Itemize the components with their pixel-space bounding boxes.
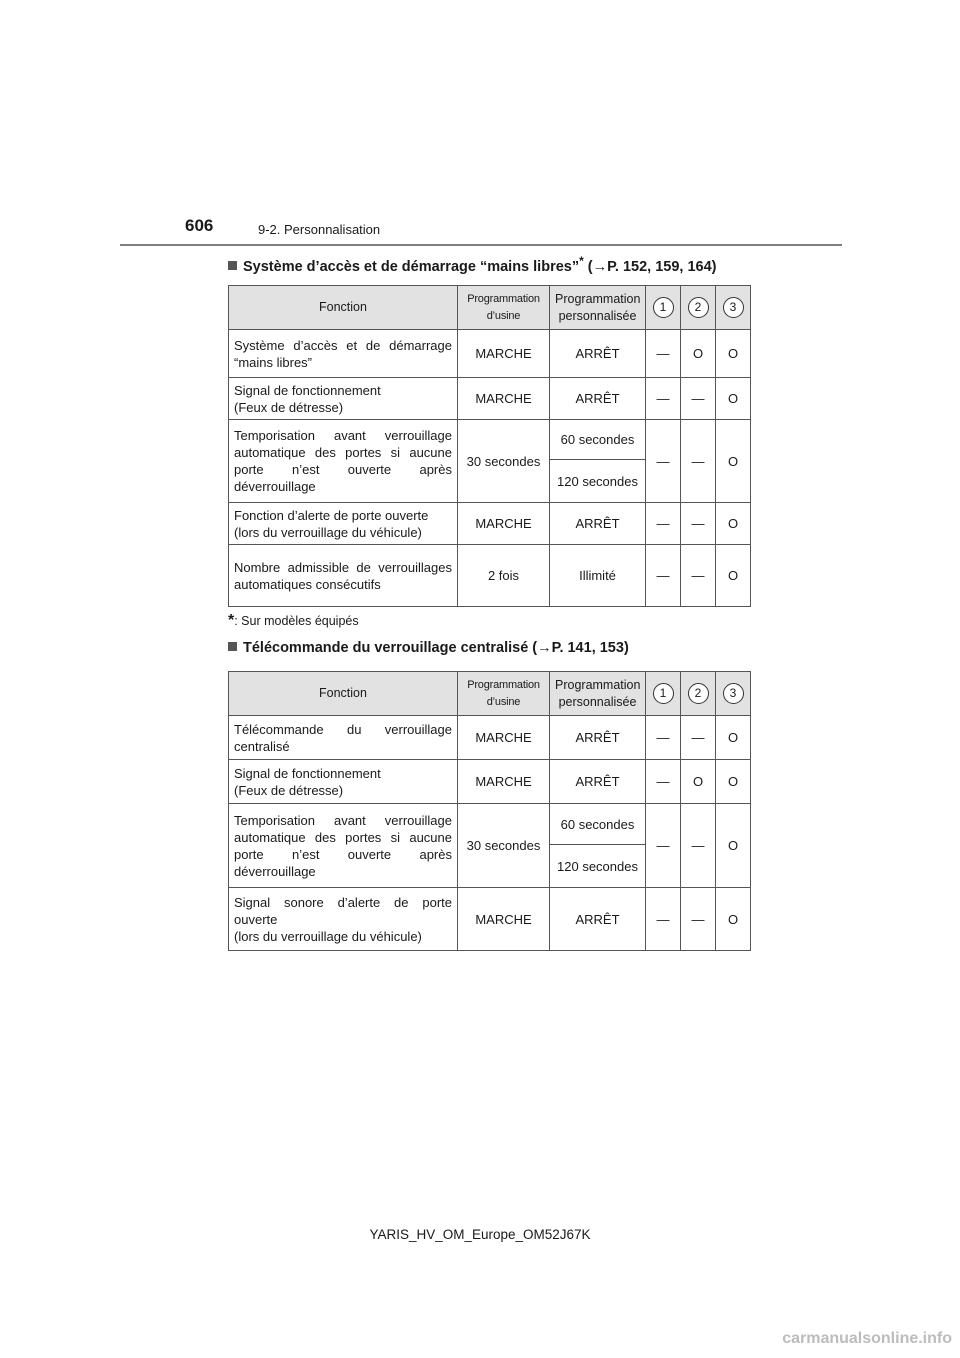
default-value-cell: 2 fois [458, 545, 550, 607]
table-header-row [229, 286, 751, 330]
custom-value-cell: ARRÊT [550, 716, 646, 760]
custom-value-cell: ARRÊT [550, 888, 646, 951]
method-3-cell: O [716, 420, 751, 503]
custom-value-cell: Illimité [550, 545, 646, 607]
method-1-cell: — [646, 888, 681, 951]
watermark: carmanualsonline.info [782, 1330, 952, 1347]
custom-value-alt-cell: 120 secondes [550, 460, 646, 503]
function-cell: Signal de fonctionnement (Feux de détresse) [229, 378, 458, 420]
custom-value-cell: ARRÊT [550, 760, 646, 804]
default-value-cell: MARCHE [458, 716, 550, 760]
method-2-cell: — [681, 545, 716, 607]
method-2-cell: — [681, 888, 716, 951]
square-bullet-icon [228, 261, 237, 270]
section-heading-mains-libres [228, 254, 717, 275]
default-value-cell: MARCHE [458, 378, 550, 420]
method-3-cell: O [716, 804, 751, 888]
table-row [229, 378, 751, 420]
section-label: 9-2. Personnalisation [258, 222, 381, 237]
table-row [229, 330, 751, 378]
method-2-cell: — [681, 503, 716, 545]
default-value-cell: 30 secondes [458, 804, 550, 888]
function-cell: Temporisation avant verrouillage automatique des portes si aucune porte n’est ouverte après déverrouillage [229, 804, 458, 888]
page-reference: (→P. 141, 153) [528, 640, 629, 656]
circled-number-1-icon: 1 [653, 683, 674, 704]
footnote [228, 612, 359, 630]
method-3-cell: O [716, 545, 751, 607]
method-1-cell: — [646, 503, 681, 545]
method-1-cell: — [646, 545, 681, 607]
table-row [229, 804, 751, 845]
col-header-usine: Programmation d’usine [458, 286, 550, 330]
default-value-cell: MARCHE [458, 760, 550, 804]
col-header-perso: Programmation personnalisée [550, 672, 646, 716]
method-3-cell: O [716, 378, 751, 420]
default-value-cell: MARCHE [458, 503, 550, 545]
default-value-cell: MARCHE [458, 888, 550, 951]
method-2-cell: O [681, 330, 716, 378]
col-header-perso: Programmation personnalisée [550, 286, 646, 330]
method-2-cell: — [681, 716, 716, 760]
page-reference: (→P. 152, 159, 164) [583, 258, 717, 275]
table-row [229, 716, 751, 760]
settings-table-mains-libres [228, 285, 751, 607]
col-header-method-2 [681, 286, 716, 330]
custom-value-cell: ARRÊT [550, 378, 646, 420]
method-3-cell: O [716, 716, 751, 760]
method-3-cell: O [716, 330, 751, 378]
table-row [229, 760, 751, 804]
table-row [229, 888, 751, 951]
circled-number-3-icon: 3 [723, 683, 744, 704]
col-header-method-2 [681, 672, 716, 716]
method-2-cell: — [681, 378, 716, 420]
footnote-marker: * [579, 254, 584, 268]
col-header-method-3 [716, 672, 751, 716]
circled-number-2-icon: 2 [688, 297, 709, 318]
method-1-cell: — [646, 760, 681, 804]
circled-number-2-icon: 2 [688, 683, 709, 704]
function-cell: Temporisation avant verrouillage automatique des portes si aucune porte n’est ouverte après déverrouillage [229, 420, 458, 503]
default-value-cell: 30 secondes [458, 420, 550, 503]
custom-value-cell: ARRÊT [550, 503, 646, 545]
function-cell: Télécommande du verrouillage centralisé [229, 716, 458, 760]
method-2-cell: — [681, 804, 716, 888]
col-header-method-1 [646, 286, 681, 330]
col-header-fonction: Fonction [229, 672, 458, 716]
settings-table-telecommande [228, 671, 751, 951]
function-cell: Système d’accès et de démarrage “mains libres” [229, 330, 458, 378]
section-title: Système d’accès et de démarrage “mains libres” [243, 258, 580, 275]
section-title: Télécommande du verrouillage centralisé [243, 640, 529, 656]
table-row [229, 503, 751, 545]
circled-number-3-icon: 3 [723, 297, 744, 318]
function-cell: Signal de fonctionnement (Feux de détresse) [229, 760, 458, 804]
circled-number-1-icon: 1 [653, 297, 674, 318]
table-header-row [229, 672, 751, 716]
table-row [229, 545, 751, 607]
footnote-star: * [228, 612, 235, 629]
custom-value-cell: 60 secondes [550, 420, 646, 460]
function-cell: Nombre admissible de verrouillages automatiques consécutifs [229, 545, 458, 607]
document-code: YARIS_HV_OM_Europe_OM52J67K [369, 1227, 591, 1242]
method-1-cell: — [646, 330, 681, 378]
custom-value-cell: 60 secondes [550, 804, 646, 845]
default-value-cell: MARCHE [458, 330, 550, 378]
function-cell: Fonction d’alerte de porte ouverte (lors du verrouillage du véhicule) [229, 503, 458, 545]
table-row [229, 420, 751, 460]
col-header-usine: Programmation d’usine [458, 672, 550, 716]
footnote-text: : Sur modèles équipés [234, 614, 359, 628]
method-1-cell: — [646, 716, 681, 760]
square-bullet-icon [228, 642, 237, 651]
header-rule [120, 244, 842, 246]
custom-value-alt-cell: 120 secondes [550, 845, 646, 888]
col-header-fonction: Fonction [229, 286, 458, 330]
page-number: 606 [185, 216, 214, 235]
section-heading-telecommande [228, 640, 629, 656]
method-3-cell: O [716, 760, 751, 804]
function-cell: Signal sonore d’alerte de porte ouverte (lors du verrouillage du véhicule) [229, 888, 458, 951]
method-1-cell: — [646, 804, 681, 888]
method-1-cell: — [646, 378, 681, 420]
col-header-method-3 [716, 286, 751, 330]
method-2-cell: — [681, 420, 716, 503]
col-header-method-1 [646, 672, 681, 716]
method-1-cell: — [646, 420, 681, 503]
method-2-cell: O [681, 760, 716, 804]
method-3-cell: O [716, 503, 751, 545]
method-3-cell: O [716, 888, 751, 951]
custom-value-cell: ARRÊT [550, 330, 646, 378]
